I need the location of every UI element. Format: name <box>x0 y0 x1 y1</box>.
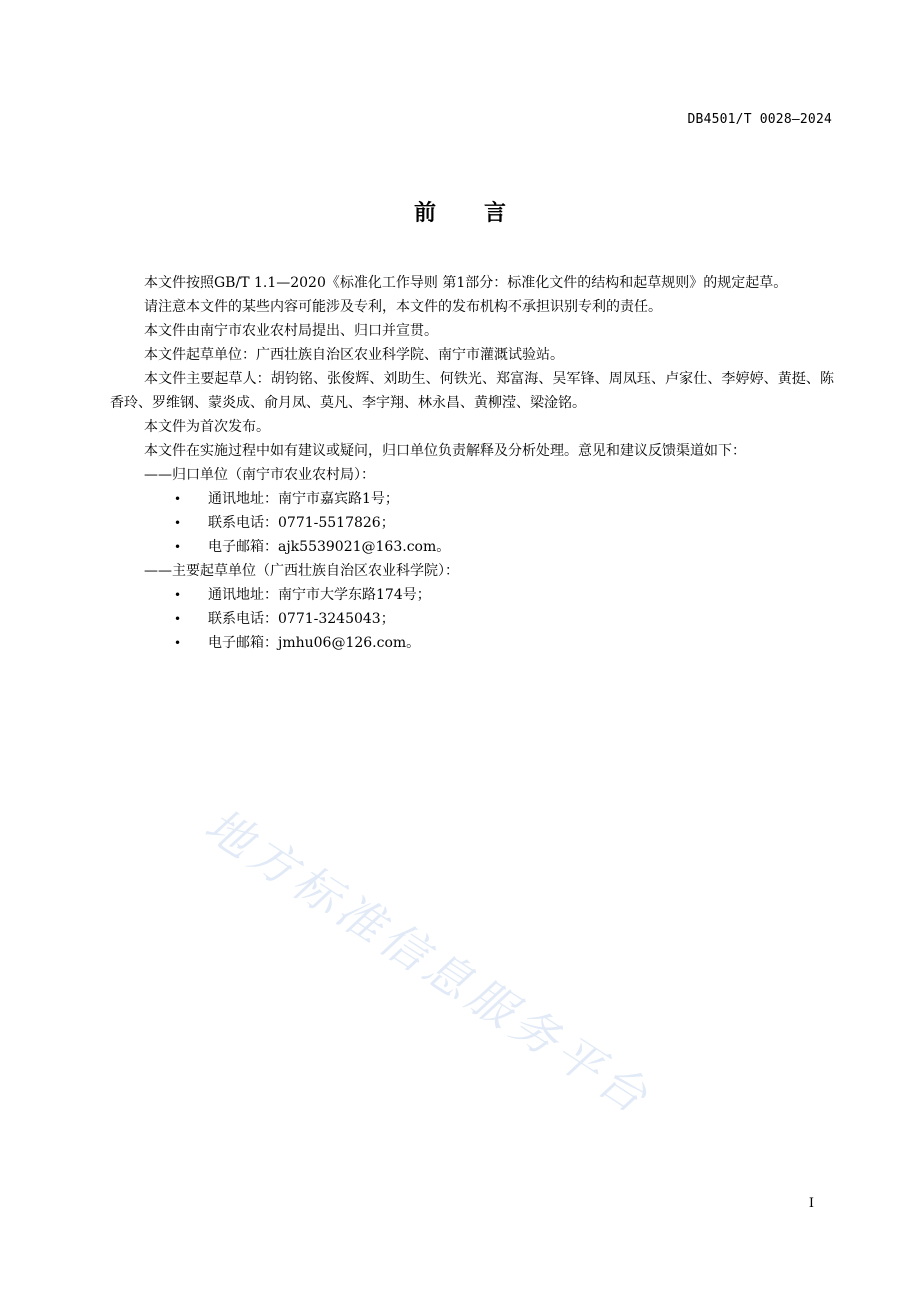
bullet-icon: • <box>174 516 182 530</box>
list-item <box>174 535 834 559</box>
preface-body <box>110 271 834 655</box>
bullet-icon: • <box>174 636 182 650</box>
list-item <box>174 487 834 511</box>
contact-unit-2-list <box>110 583 834 655</box>
contact-email: 电子邮箱：jmhu06@126.com。 <box>208 635 421 651</box>
page-number: I <box>808 1196 814 1211</box>
list-item <box>174 631 834 655</box>
paragraph-patent-notice: 请注意本文件的某些内容可能涉及专利，本文件的发布机构不承担识别专利的责任。 <box>144 299 662 315</box>
contact-address: 通讯地址：南宁市大学东路174号； <box>208 587 431 603</box>
contact-unit-2-heading: ——主要起草单位（广西壮族自治区农业科学院）： <box>144 563 459 579</box>
contact-unit-1-heading: ——归口单位（南宁市农业农村局）： <box>144 467 375 483</box>
paragraph-drafters: 本文件主要起草人：胡钧铭、张俊辉、刘助生、何铁光、郑富海、吴军锋、周凤珏、卢家仕、李婷婷、黄挺、陈香玲、罗维钢、蒙炎成、俞月凤、莫凡、李宇翔、林永昌、黄柳滢、梁淦铭。 <box>110 371 834 411</box>
paragraph-drafting-rules: 本文件按照GB/T 1.1—2020《标准化工作导则 第1部分：标准化文件的结构和起草规则》的规定起草。 <box>144 275 788 291</box>
watermark: 地方标准信息服务平台 <box>195 797 662 1127</box>
paragraph-feedback: 本文件在实施过程中如有建议或疑问，归口单位负责解释及分析处理。意见和建议反馈渠道如下： <box>144 443 746 459</box>
bullet-icon: • <box>174 612 182 626</box>
list-item <box>174 583 834 607</box>
contact-unit-1-list <box>110 487 834 559</box>
contact-phone: 联系电话：0771-5517826； <box>208 515 395 531</box>
list-item <box>174 511 834 535</box>
contact-address: 通讯地址：南宁市嘉宾路1号； <box>208 491 399 507</box>
paragraph-drafting-units: 本文件起草单位：广西壮族自治区农业科学院、南宁市灌溉试验站。 <box>144 347 564 363</box>
contact-phone: 联系电话：0771-3245043； <box>208 611 395 627</box>
list-item <box>174 607 834 631</box>
paragraph-proposer: 本文件由南宁市农业农村局提出、归口并宣贯。 <box>144 323 438 339</box>
contact-email: 电子邮箱：ajk5539021@163.com。 <box>208 539 451 555</box>
page-title: 前言 <box>413 201 554 226</box>
bullet-icon: • <box>174 588 182 602</box>
bullet-icon: • <box>174 492 182 506</box>
paragraph-first-release: 本文件为首次发布。 <box>144 419 270 435</box>
document-code: DB4501/T 0028—2024 <box>687 112 832 127</box>
bullet-icon: • <box>174 540 182 554</box>
